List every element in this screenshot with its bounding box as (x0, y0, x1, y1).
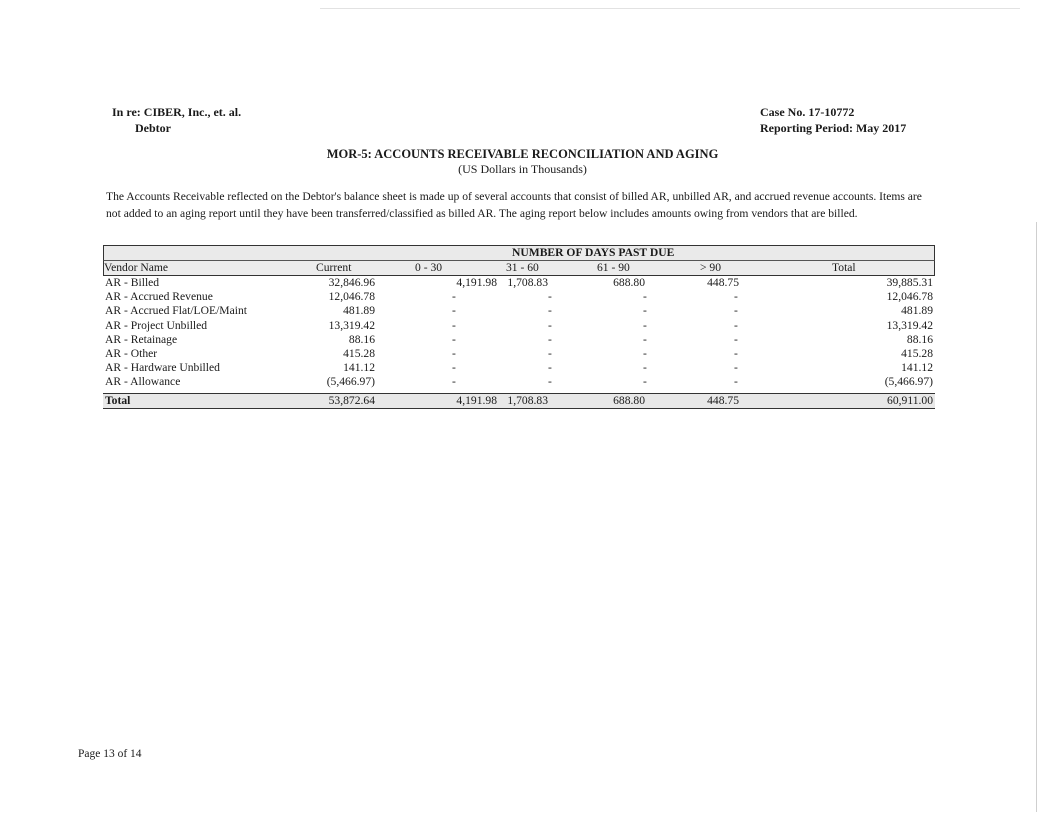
description-paragraph: The Accounts Receivable reflected on the Debtor's balance sheet is made up of several accounts that consist of billed AR, unbilled AR, and accrued revenue accounts. Items are not added to an aging report until they have been transferred/classified as billed AR. The aging report below includes amounts owing from vendors that are billed. (106, 190, 922, 220)
days-31-60-value: - (548, 304, 552, 318)
days-0-30-value: - (452, 361, 456, 375)
col-vendor-name: Vendor Name (104, 261, 169, 274)
days-over-90-value: - (734, 375, 738, 389)
days-over-90-value: 448.75 (707, 276, 739, 289)
vendor-name: AR - Project Unbilled (105, 318, 208, 332)
days-over-90-value: - (734, 346, 738, 360)
table-row (103, 276, 935, 290)
days-31-60-value: - (548, 318, 552, 332)
total-value: 141.12 (901, 361, 933, 375)
total-row (103, 393, 935, 409)
current-value: 415.28 (343, 346, 375, 360)
grand-total: 60,911.00 (887, 393, 933, 407)
total-current: 53,872.64 (328, 393, 375, 407)
days-61-90-value: - (643, 290, 647, 304)
scan-artifact-edge (1036, 222, 1037, 812)
table-row (103, 361, 935, 375)
days-over-90-value: - (734, 332, 738, 346)
days-31-60-value: - (548, 375, 552, 389)
total-value: 13,319.42 (886, 318, 933, 332)
current-value: 481.89 (343, 304, 375, 318)
scan-artifact-line (320, 8, 1020, 9)
days-0-30-value: - (452, 332, 456, 346)
vendor-name: AR - Allowance (105, 375, 181, 389)
report-title: MOR-5: ACCOUNTS RECEIVABLE RECONCILIATION AND AGING (326, 147, 719, 161)
days-past-due-label: NUMBER OF DAYS PAST DUE (512, 246, 675, 259)
days-31-60-value: - (548, 361, 552, 375)
current-value: 88.16 (348, 332, 375, 346)
col-61-90: 61 - 90 (597, 261, 630, 274)
col-total: Total (832, 261, 856, 274)
days-0-30-value: - (452, 346, 456, 360)
total-value: 415.28 (901, 346, 933, 360)
total-value: 481.89 (901, 304, 933, 318)
days-0-30-value: 4,191.98 (456, 276, 497, 289)
total-value: 12,046.78 (886, 290, 933, 304)
table-row (103, 347, 935, 361)
days-61-90-value: 688.80 (613, 276, 645, 289)
reporting-period: Reporting Period: May 2017 (760, 121, 907, 135)
days-over-90-value: - (734, 318, 738, 332)
days-over-90-value: - (734, 361, 738, 375)
report-subtitle: (US Dollars in Thousands) (458, 162, 587, 176)
vendor-name: AR - Hardware Unbilled (105, 361, 220, 375)
table-row (103, 375, 935, 389)
current-value: 32,846.96 (328, 276, 375, 289)
case-caption (112, 104, 241, 136)
days-61-90-value: - (643, 346, 647, 360)
total-0-30: 4,191.98 (456, 393, 497, 407)
table-header (103, 260, 935, 276)
col-over-90: > 90 (700, 261, 722, 274)
total-61-90: 688.80 (613, 393, 645, 407)
page-number: Page 13 of 14 (78, 748, 142, 760)
current-value: 141.12 (343, 361, 375, 375)
case-name: In re: CIBER, Inc., et. al. (112, 105, 242, 119)
vendor-name: AR - Other (105, 346, 158, 360)
days-0-30-value: - (452, 304, 456, 318)
days-61-90-value: - (643, 361, 647, 375)
table-row (103, 304, 935, 318)
total-value: 88.16 (906, 332, 933, 346)
days-31-60-value: - (548, 332, 552, 346)
days-31-60-value: 1,708.83 (507, 276, 548, 289)
days-31-60-value: - (548, 346, 552, 360)
current-value: (5,466.97) (326, 375, 375, 389)
days-0-30-value: - (452, 318, 456, 332)
table-row (103, 319, 935, 333)
current-value: 13,319.42 (328, 318, 375, 332)
aging-table (103, 245, 935, 409)
days-over-90-value: - (734, 304, 738, 318)
vendor-name: AR - Accrued Revenue (105, 290, 213, 304)
days-31-60-value: - (548, 290, 552, 304)
debtor-label: Debtor (135, 121, 171, 135)
case-number: Case No. 17-10772 (760, 105, 855, 119)
case-info (760, 104, 906, 136)
table-row (103, 290, 935, 304)
col-current: Current (316, 261, 352, 274)
days-61-90-value: - (643, 375, 647, 389)
days-61-90-value: - (643, 318, 647, 332)
col-0-30: 0 - 30 (415, 261, 443, 274)
vendor-name: AR - Accrued Flat/LOE/Maint (105, 304, 247, 318)
days-past-due-band (103, 245, 935, 260)
total-31-60: 1,708.83 (507, 393, 548, 407)
total-value: 39,885.31 (886, 276, 933, 289)
table-row (103, 333, 935, 347)
days-61-90-value: - (643, 332, 647, 346)
days-0-30-value: - (452, 290, 456, 304)
total-label: Total (105, 393, 131, 407)
current-value: 12,046.78 (328, 290, 375, 304)
days-over-90-value: - (734, 290, 738, 304)
vendor-name: AR - Retainage (105, 332, 178, 346)
days-61-90-value: - (643, 304, 647, 318)
days-0-30-value: - (452, 375, 456, 389)
total-over-90: 448.75 (707, 393, 739, 407)
col-31-60: 31 - 60 (506, 261, 539, 274)
vendor-name: AR - Billed (105, 276, 160, 289)
total-value: (5,466.97) (884, 375, 933, 389)
